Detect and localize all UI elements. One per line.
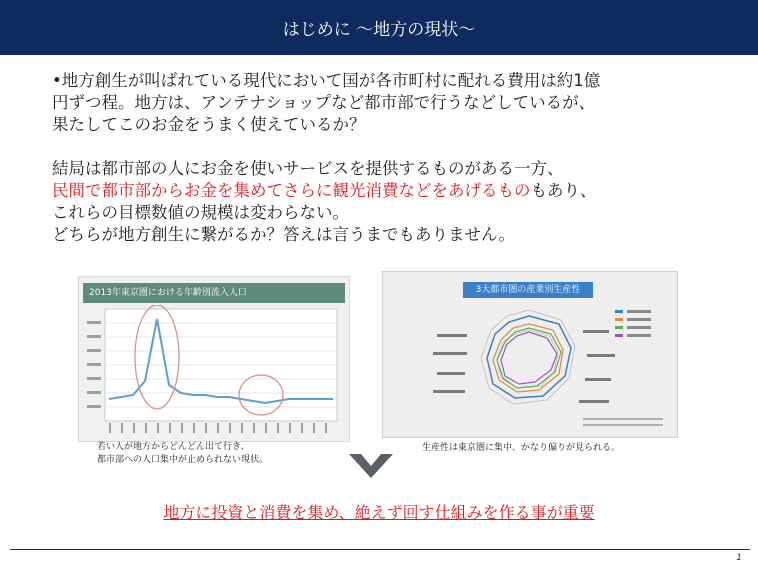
figure-right-title: 3大都市圏の産業別生産性 <box>463 282 593 298</box>
page-number: 1 <box>736 553 742 563</box>
text-segment: 果たしてこのお金をうまく使えているか？ <box>52 115 366 134</box>
body-paragraph <box>52 158 732 246</box>
body-paragraph <box>52 70 732 136</box>
body-line <box>52 180 732 202</box>
text-segment: 円ずつ程。地方は、アンテナショップなど都市部で行うなどしているが、 <box>52 93 596 112</box>
caption-line: 都市部への人口集中が止められない現状。 <box>97 455 269 465</box>
text-segment: •地方創生が叫ばれている現代において国が各市町村に配れる費用は約1億 <box>52 71 601 90</box>
body-line <box>52 92 732 114</box>
conclusion-text: 地方に投資と消費を集め、絶えず回す仕組みを作る事が重要 <box>163 503 595 522</box>
caption-line: 若い人が地方からどんどん出て行き、 <box>97 442 250 452</box>
body-text <box>52 70 732 268</box>
highlight-text: 民間で都市部からお金を集めてさらに観光消費などをあげるもの <box>52 181 531 200</box>
figure-left-title: 2013年東京圏における年齢別流入人口 <box>83 283 345 303</box>
slide-title: はじめに ～地方の現状～ <box>282 20 476 40</box>
text-segment: これらの目標数値の規模は変わらない。 <box>52 203 349 222</box>
chevron-down-icon <box>347 452 395 480</box>
radar-chart-plot <box>383 300 677 435</box>
body-line <box>52 114 732 136</box>
figure-right-caption: 生産性は東京圏に集中、かなり偏りが見られる。 <box>422 443 621 453</box>
text-segment: どちらが地方創生に繋がるか？答えは言うまでもありません。 <box>52 225 515 244</box>
text-segment: もあり、 <box>530 181 597 200</box>
body-line <box>52 70 732 92</box>
footer-divider <box>10 549 750 550</box>
text-segment: 結局は都市部の人にお金を使いサービスを提供するものがある一方、 <box>52 159 564 178</box>
radar-chart-image <box>382 271 678 438</box>
line-chart-image <box>78 276 350 442</box>
figure-left-caption <box>97 441 268 467</box>
body-line <box>52 158 732 180</box>
line-chart-plot <box>83 305 345 437</box>
slide-header <box>0 0 758 55</box>
body-line <box>52 224 732 246</box>
body-line <box>52 202 732 224</box>
